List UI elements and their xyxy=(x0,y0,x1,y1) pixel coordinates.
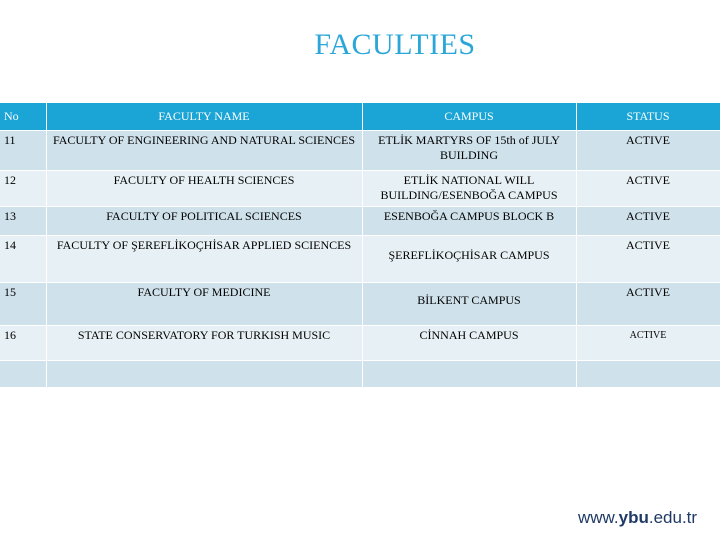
cell-status: ACTIVE xyxy=(576,326,720,361)
table-row xyxy=(0,283,720,326)
cell-no: 16 xyxy=(0,326,46,361)
cell-status: ACTIVE xyxy=(576,131,720,171)
cell-campus: BİLKENT CAMPUS xyxy=(362,283,576,326)
table-row xyxy=(0,171,720,207)
cell-faculty-name: FACULTY OF POLITICAL SCIENCES xyxy=(46,207,362,236)
table-row xyxy=(0,326,720,361)
table-row-empty xyxy=(0,361,720,388)
cell-campus: ŞEREFLİKOÇHİSAR CAMPUS xyxy=(362,236,576,283)
cell-no: 12 xyxy=(0,171,46,207)
cell-campus: ESENBOĞA CAMPUS BLOCK B xyxy=(362,207,576,236)
cell-status: ACTIVE xyxy=(576,283,720,326)
cell-no: 15 xyxy=(0,283,46,326)
cell-campus: ETLİK MARTYRS OF 15th of JULY BUILDING xyxy=(362,131,576,171)
url-suffix: .edu.tr xyxy=(648,508,698,527)
table-header-row xyxy=(0,103,720,131)
cell-empty xyxy=(362,361,576,388)
cell-status: ACTIVE xyxy=(576,207,720,236)
cell-no: 13 xyxy=(0,207,46,236)
cell-faculty-name: FACULTY OF ŞEREFLİKOÇHİSAR APPLIED SCIENCES xyxy=(46,236,362,283)
header-campus: CAMPUS xyxy=(362,103,576,131)
table-row xyxy=(0,236,720,283)
cell-empty xyxy=(576,361,720,388)
cell-no: 14 xyxy=(0,236,46,283)
faculties-table xyxy=(0,103,720,388)
cell-campus: ETLİK NATIONAL WILL BUILDING/ESENBOĞA CAMPUS xyxy=(362,171,576,207)
page-title: FACULTIES xyxy=(314,28,476,61)
cell-campus: CİNNAH CAMPUS xyxy=(362,326,576,361)
header-no: No xyxy=(0,103,46,131)
cell-faculty-name: FACULTY OF HEALTH SCIENCES xyxy=(46,171,362,207)
cell-empty xyxy=(0,361,46,388)
cell-empty xyxy=(46,361,362,388)
table-row xyxy=(0,207,720,236)
cell-faculty-name: FACULTY OF MEDICINE xyxy=(46,283,362,326)
header-status: STATUS xyxy=(576,103,720,131)
cell-faculty-name: FACULTY OF ENGINEERING AND NATURAL SCIENCES xyxy=(46,131,362,171)
url-brand: ybu xyxy=(618,508,649,527)
website-url xyxy=(578,508,697,528)
cell-status: ACTIVE xyxy=(576,171,720,207)
header-faculty-name: FACULTY NAME xyxy=(46,103,362,131)
cell-no: 11 xyxy=(0,131,46,171)
table-row xyxy=(0,131,720,171)
cell-faculty-name: STATE CONSERVATORY FOR TURKISH MUSIC xyxy=(46,326,362,361)
cell-status: ACTIVE xyxy=(576,236,720,283)
url-prefix: www. xyxy=(578,508,619,527)
